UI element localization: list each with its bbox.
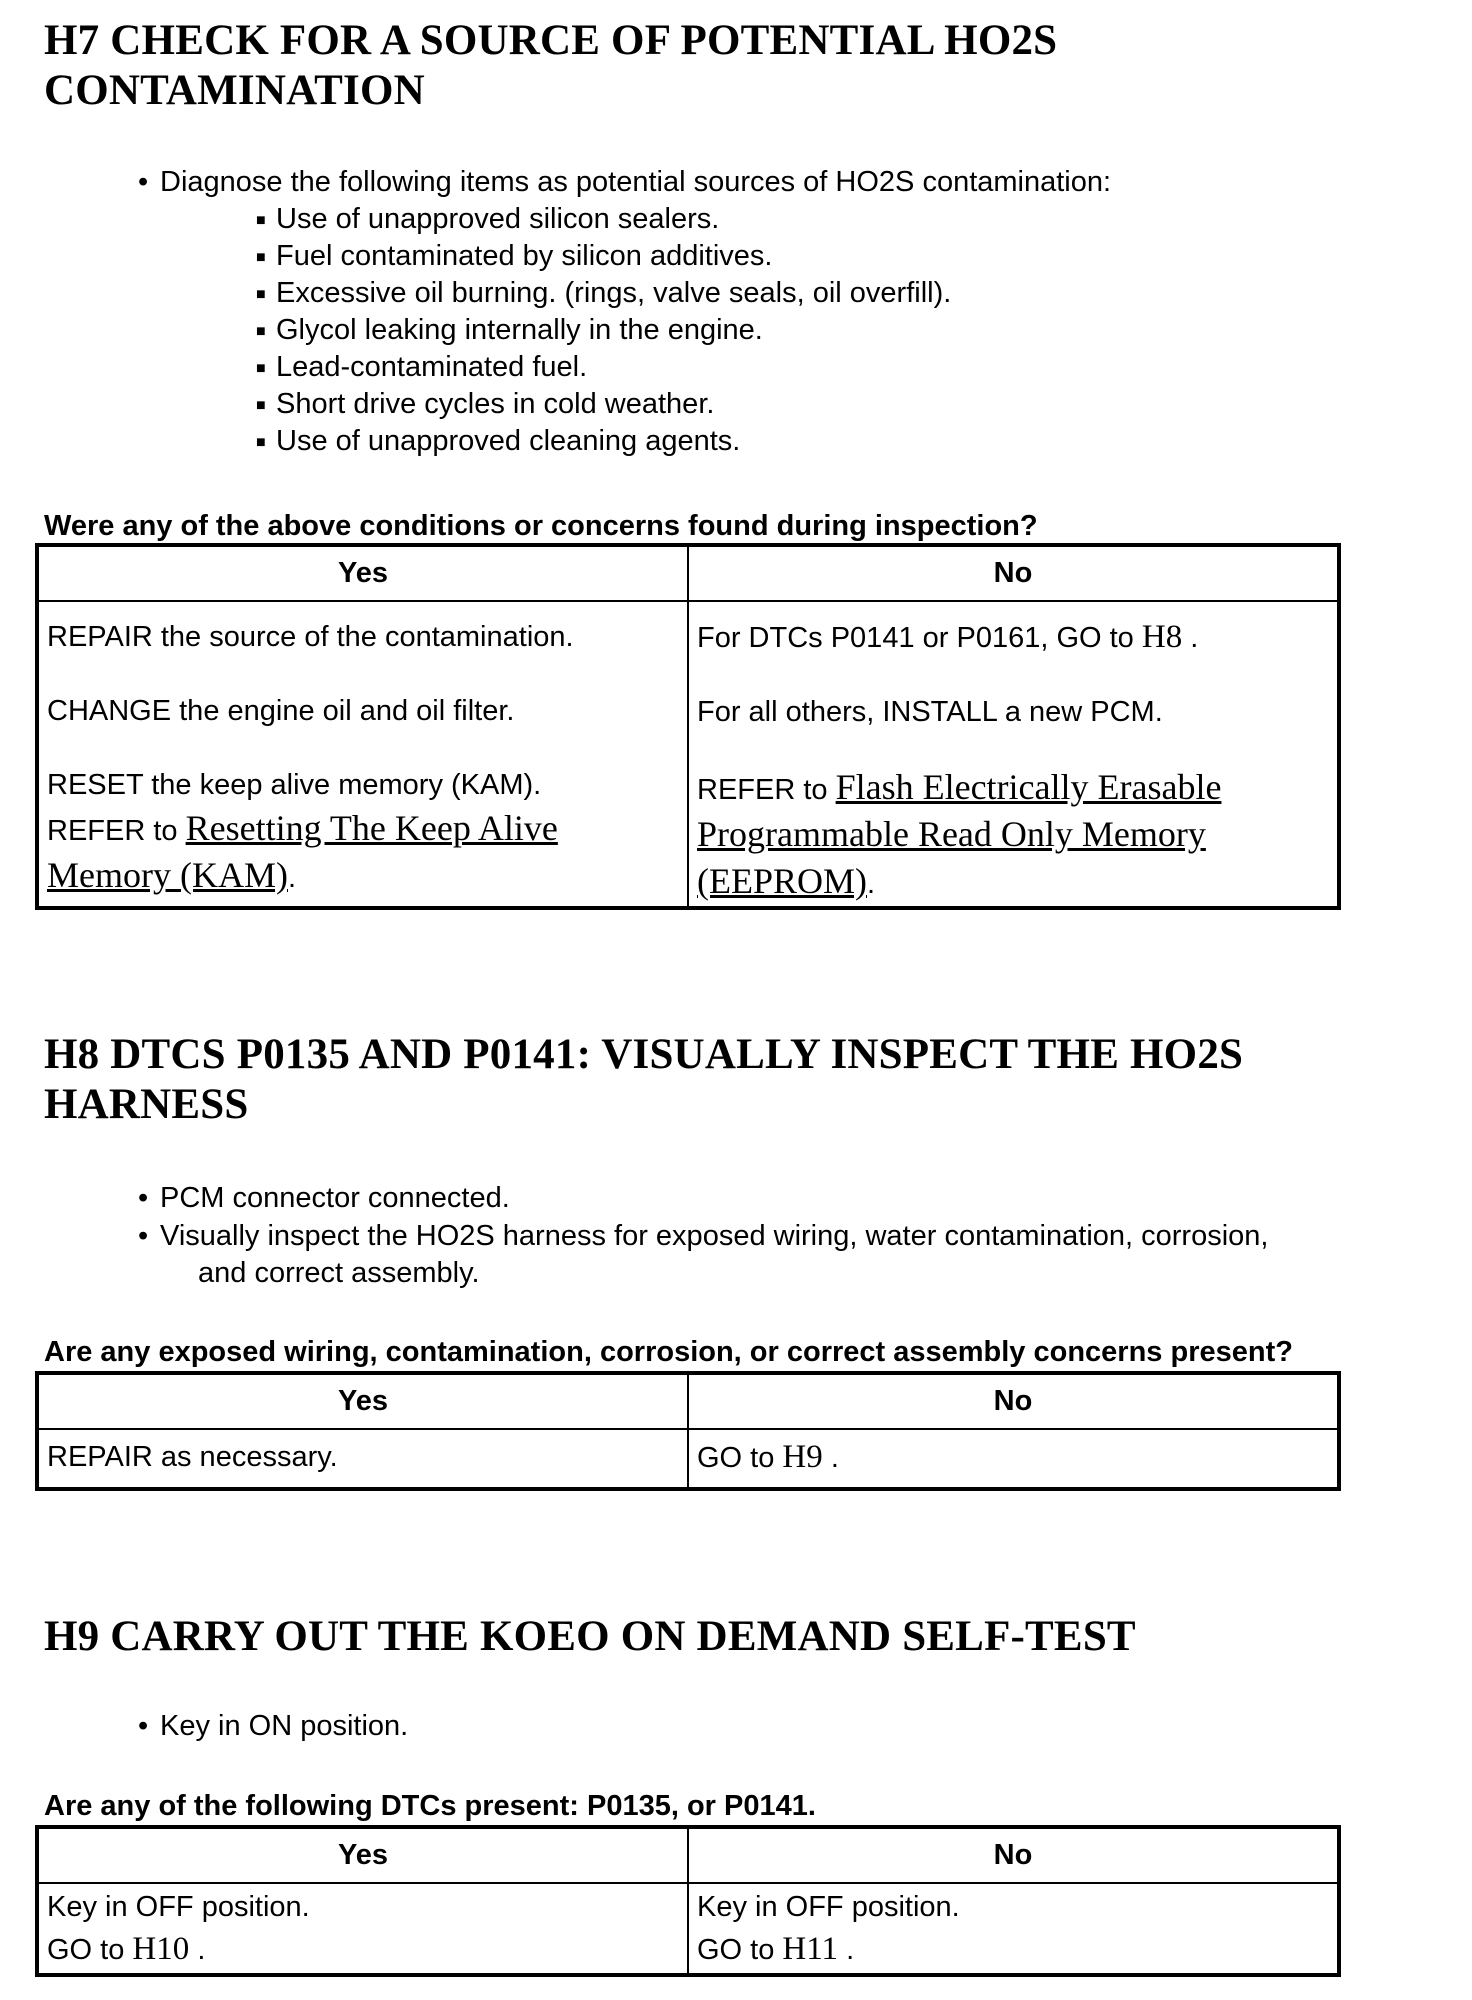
yes-header: Yes	[37, 1827, 688, 1883]
h9-reference: H9	[782, 1439, 823, 1475]
h7-title-line2: CONTAMINATION	[44, 67, 425, 114]
square-bullet: ■	[256, 360, 266, 377]
no-cell	[688, 1883, 1339, 1975]
list-item	[256, 312, 951, 349]
h8-question: Are any exposed wiring, contamination, corrosion, or correct assembly concerns present?	[44, 1336, 1293, 1368]
h7-intro-bullet	[138, 164, 1112, 201]
h8-reference: H8	[1141, 619, 1183, 655]
h10-reference: H10	[132, 1931, 190, 1967]
yes-step: RESET the keep alive memory (KAM).	[47, 769, 542, 801]
h8-bullet-text: Visually inspect the HO2S harness for exposed wiring, water contamination, corrosion,	[160, 1220, 1269, 1252]
no-step: GO to	[697, 1442, 783, 1474]
yes-step-suffix: .	[189, 1934, 206, 1966]
no-cell	[688, 601, 1339, 908]
h8-bullet-text: and correct assembly.	[198, 1257, 480, 1289]
h7-decision-table	[35, 543, 1341, 910]
list-item	[256, 201, 951, 238]
list-item-text: Short drive cycles in cold weather.	[276, 388, 715, 420]
h8-title	[44, 1030, 1243, 1130]
list-item	[256, 238, 951, 275]
list-item-text: Use of unapproved silicon sealers.	[276, 203, 720, 235]
no-step-suffix: .	[1182, 622, 1199, 654]
refer-suffix: .	[287, 862, 297, 894]
list-item	[256, 423, 951, 460]
yes-step: CHANGE the engine oil and oil filter.	[47, 695, 515, 727]
h8-bullet	[138, 1218, 1269, 1292]
kam-reset-link[interactable]: Resetting The Keep Alive	[185, 808, 558, 848]
square-bullet: ■	[256, 434, 266, 451]
no-step-text: GO to	[697, 1934, 783, 1966]
yes-step: REPAIR as necessary.	[47, 1441, 338, 1473]
list-item	[256, 349, 951, 386]
h8-title-line2: HARNESS	[44, 1081, 249, 1128]
h7-title-line1: H7 CHECK FOR A SOURCE OF POTENTIAL HO2S	[44, 17, 1058, 64]
yes-refer-line	[47, 806, 687, 853]
h8-title-line1: H8 DTCS P0135 AND P0141: VISUALLY INSPECT THE HO2S	[44, 1031, 1244, 1078]
no-header: No	[688, 1373, 1339, 1429]
bullet-dot: •	[138, 1220, 149, 1252]
list-item-text: Glycol leaking internally in the engine.	[276, 314, 763, 346]
square-bullet: ■	[256, 323, 266, 340]
bullet-dot: •	[138, 166, 149, 198]
no-step-text: For DTCs P0141 or P0161, GO to	[697, 622, 1142, 654]
list-item-text: Fuel contaminated by silicon additives.	[276, 240, 773, 272]
no-step	[697, 616, 1337, 659]
square-bullet: ■	[256, 397, 266, 414]
no-step: For all others, INSTALL a new PCM.	[697, 696, 1163, 728]
eeprom-flash-link[interactable]: Programmable Read Only Memory	[697, 814, 1206, 854]
no-header: No	[688, 1827, 1339, 1883]
h8-bullet	[138, 1180, 510, 1217]
eeprom-flash-link[interactable]: (EEPROM)	[697, 861, 867, 901]
yes-step: REPAIR the source of the contamination.	[47, 621, 574, 653]
list-item-text: Use of unapproved cleaning agents.	[276, 425, 741, 457]
list-item	[256, 275, 952, 312]
square-bullet: ■	[256, 212, 266, 229]
yes-cell	[37, 601, 688, 908]
yes-refer-line	[47, 853, 687, 900]
eeprom-flash-link[interactable]: Flash Electrically Erasable	[835, 767, 1222, 807]
refer-suffix: .	[867, 868, 876, 900]
h9-bullet-text: Key in ON position.	[160, 1710, 409, 1742]
h7-intro-text: Diagnose the following items as potential sources of HO2S contamination:	[160, 166, 1112, 198]
h9-title: H9 CARRY OUT THE KOEO ON DEMAND SELF-TEST	[44, 1613, 1136, 1660]
no-refer-line	[697, 859, 1337, 906]
h11-reference: H11	[782, 1931, 839, 1967]
h9-bullet	[138, 1708, 409, 1745]
bullet-dot: •	[138, 1710, 149, 1742]
square-bullet: ■	[256, 249, 266, 266]
yes-step: Key in OFF position.	[47, 1891, 310, 1923]
refer-prefix: REFER to	[697, 774, 836, 806]
bullet-dot: •	[138, 1182, 149, 1214]
no-step: Key in OFF position.	[697, 1891, 960, 1923]
no-cell	[688, 1429, 1339, 1489]
h8-bullet-text: PCM connector connected.	[160, 1182, 510, 1214]
h9-decision-table	[35, 1825, 1341, 1977]
yes-header: Yes	[37, 545, 688, 601]
no-step-suffix: .	[838, 1934, 855, 1966]
kam-reset-link[interactable]: Memory (KAM)	[47, 855, 288, 895]
yes-header: Yes	[37, 1373, 688, 1429]
yes-step-text: GO to	[47, 1934, 133, 1966]
square-bullet: ■	[256, 286, 266, 303]
yes-step	[47, 1928, 687, 1971]
list-item-text: Excessive oil burning. (rings, valve seals, oil overfill).	[276, 277, 952, 309]
no-refer-line	[697, 812, 1337, 859]
no-step	[697, 1928, 1337, 1971]
yes-cell	[37, 1883, 688, 1975]
h8-decision-table	[35, 1371, 1341, 1491]
h9-question: Are any of the following DTCs present: P0135, or P0141.	[44, 1790, 816, 1822]
h7-question: Were any of the above conditions or concerns found during inspection?	[44, 510, 1038, 542]
no-step-suffix: .	[822, 1442, 839, 1474]
no-header: No	[688, 545, 1339, 601]
yes-cell	[37, 1429, 688, 1489]
h7-item-list	[256, 201, 952, 460]
refer-prefix: REFER to	[47, 815, 186, 847]
no-refer-line	[697, 765, 1337, 812]
list-item-text: Lead-contaminated fuel.	[276, 351, 588, 383]
h7-title	[44, 16, 1057, 116]
list-item	[256, 386, 951, 423]
